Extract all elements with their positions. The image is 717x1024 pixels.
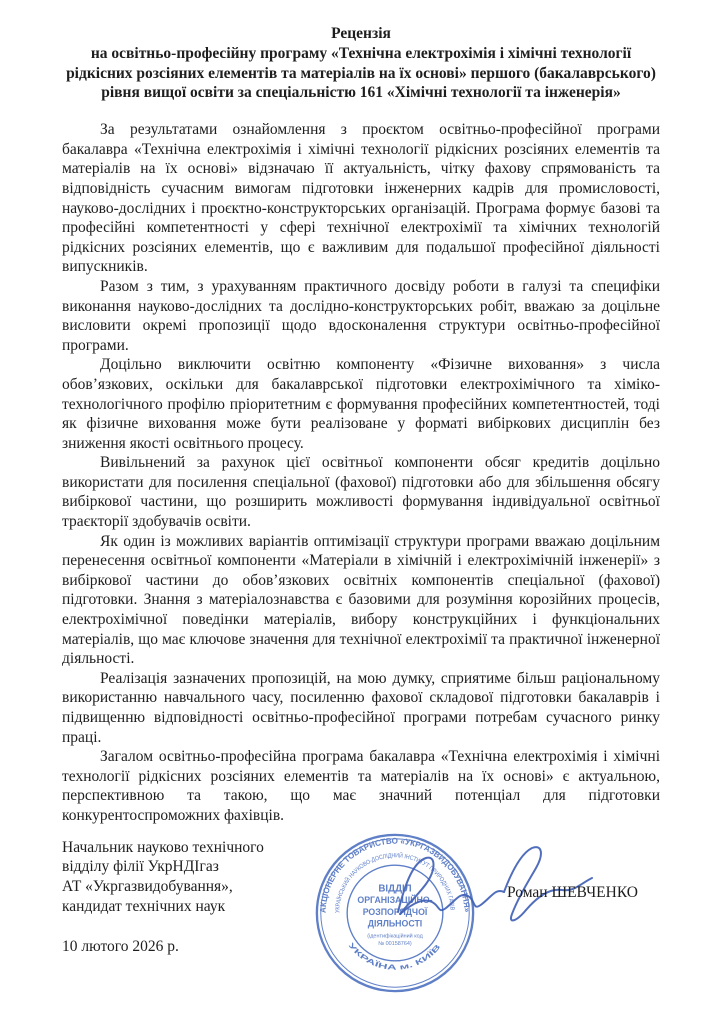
paragraph-1: За результатами ознайомлення з проєктом освітньо-професійної програми бакалавра «Технічна електрохімія і хімічні технології рідкісних розсіяних елементів та матеріалів на їх основі» відзначаю її актуальність, чітку фахову спрямованість та відповідність сучасним вимогам підготовки інженерних кадрів для промисловості, науково-дослідних і проєктно-конструкторських організацій. Програма формує базові та професійні компетентності у сфері технічної електрохімії та хімічних технологій рідкісних розсіяних елементів, що є важливим для подальшої професійної діяльності випускників. bbox=[62, 121, 660, 276]
title-line-1: Рецензія bbox=[331, 25, 391, 42]
stamp-center-line-1: ВІДДІЛ bbox=[378, 883, 412, 895]
title-line-3: рідкісних розсіяних елементів та матеріалів на їх основі» першого (бакалаврського) bbox=[66, 64, 656, 82]
paragraph-4: Вивільнений за рахунок цієї освітньої компоненти обсяг кредитів доцільно використати для посилення спеціальної (фахової) підготовки або для збільшення обсягу вибіркової частини, що розширить можливості формування індивідуальної освітньої траєкторії здобувачів освіти. bbox=[62, 454, 660, 531]
title-line-2: на освітньо-професійну програму «Технічна електрохімія і хімічні технології bbox=[90, 44, 632, 62]
stamp-outer-ring-text: АКЦІОНЕРНЕ ТОВАРИСТВО «УКРГАЗВИДОБУВАННЯ» bbox=[317, 835, 473, 913]
signature-section bbox=[62, 835, 660, 1024]
stamp-center-line-3: РОЗПОРЯДЧОЇ bbox=[362, 906, 428, 917]
signer-name: Роман ШЕВЧЕНКО bbox=[507, 883, 638, 901]
stamp-center-line-5: (ідентифікаційний код bbox=[367, 932, 423, 939]
signer-position-line-2: відділу філії УкрНДІгаз bbox=[62, 858, 219, 876]
signer-position-line-3: АТ «Укргазвидобування», bbox=[62, 878, 233, 896]
paragraph-2: Разом з тим, з урахуванням практичного досвіду роботи в галузі та специфіки виконання науково-дослідних та дослідно-конструкторських робіт, вважаю за доцільне висловити окремі пропозиції щодо вдосконалення структури освітньо-професійної програми. bbox=[62, 277, 660, 354]
paragraph-7: Загалом освітньо-професійна програма бакалавра «Технічна електрохімія і хімічні технології рідкісних розсіяних елементів та матеріалів на їх основі» є актуальною, перспективною та такою, що має значний потенціал для підготовки конкурентоспроможних фахівців. bbox=[62, 748, 660, 824]
stamp-center-line-2: ОРГАНІЗАЦІЙНО- bbox=[357, 894, 433, 905]
paragraph-5: Як один із можливих варіантів оптимізації структури програми вважаю доцільним перенесення освітньої компоненти «Матеріали в хімічній і електрохімічній інженерії» з вибіркової частини до обов’язкових освітніх компонентів спеціальної (фахової) підготовки. Знання з матеріалознавства є базовими для розуміння корозійних процесів, електрохімічної поведінки матеріалів, вибору конструкційних і функціональних матеріалів, що має ключове значення для технічної електрохімії та практичної інженерної діяльності. bbox=[62, 532, 660, 668]
stamp-center-line-6: № 00158764) bbox=[378, 940, 412, 947]
paragraph-3: Доцільно виключити освітню компоненту «Фізичне виховання» з числа обов’язкових, оскільки для бакалаврської підготовки електрохімічного та хіміко-технологічного профілю пріоритетним є формування професійних компетентностей, тоді як фізичне виховання може бути реалізоване у форматі вибіркових дисциплін без зниження якості освітнього процесу. bbox=[62, 356, 660, 452]
title-line-4: рівня вищої освіти за спеціальністю 161 «Хімічні технології та інженерія» bbox=[101, 84, 621, 102]
paragraph-6: Реалізація зазначених пропозицій, на мою думку, сприятиме більш раціональному використанню навчального часу, посиленню фахової складової підготовки бакалаврів і підвищенню відповідності освітньо-професійної програми потребам сучасного ринку праці. bbox=[62, 669, 660, 746]
document-body bbox=[62, 120, 660, 825]
stamp-inner-ring-text: УКРАЇНСЬКИЙ НАУКОВО-ДОСЛІДНИЙ ІНСТИТУТ ПРИРОДНИХ ГАЗІВ bbox=[334, 851, 456, 913]
stamp-bottom-ring-text: УКРАЇНА м. КИЇВ bbox=[346, 940, 440, 972]
signer-position-line-4: кандидат технічних наук bbox=[62, 897, 226, 915]
signer-position-line-1: Начальник науково технічного bbox=[62, 838, 264, 856]
document-title bbox=[62, 24, 660, 103]
document-date: 10 лютого 2026 р. bbox=[62, 937, 179, 955]
stamp-center-line-4: ДІЯЛЬНОСТІ bbox=[367, 918, 423, 929]
